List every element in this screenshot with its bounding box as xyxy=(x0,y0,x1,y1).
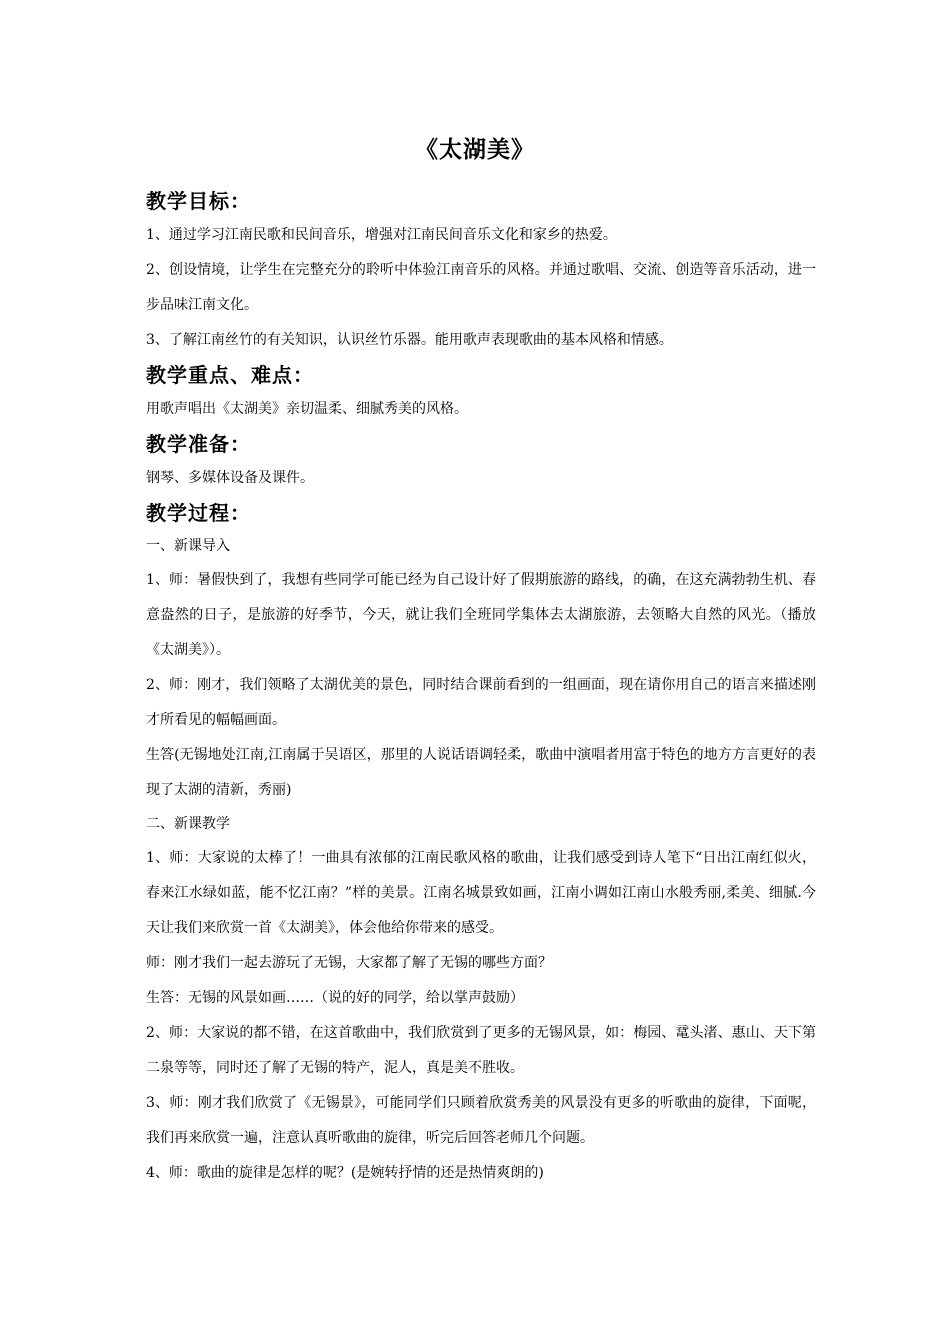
process-item: 3、师：刚才我们欣赏了《无锡景》，可能同学们只顾着欣赏秀美的风景没有更多的听歌曲的旋律，下面呢，我们再来欣赏一遍，注意认真听歌曲的旋律，听完后回答老师几个问题。 xyxy=(146,1095,816,1146)
goal-item: 2、创设情境，让学生在完整充分的聆听中体验江南音乐的风格。并通过歌唱、交流、创造等音乐活动，进一步品味江南文化。 xyxy=(146,262,816,313)
focus-text: 用歌声唱出《太湖美》亲切温柔、细腻秀美的风格。 xyxy=(146,401,468,417)
section-heading-goals: 教学目标： xyxy=(146,189,251,213)
document-body xyxy=(146,184,816,1191)
prep-text: 钢琴、多媒体设备及课件。 xyxy=(146,470,314,486)
section-heading-prep: 教学准备： xyxy=(146,432,251,456)
goal-item: 1、通过学习江南民歌和民间音乐，增强对江南民间音乐文化和家乡的热爱。 xyxy=(146,227,617,243)
process-item: 1、师：大家说的太棒了！一曲具有浓郁的江南民歌风格的歌曲，让我们感受到诗人笔下“日出江南红似火，春来江水绿如蓝，能不忆江南？”样的美景。江南名城景致如画，江南小调如江南山水般秀丽,柔美、细腻.今天让我们来欣赏一首《太湖美》，体会他给你带来的感受。 xyxy=(146,850,816,936)
process-subheading: 一、新课导入 xyxy=(146,538,230,554)
process-item: 2、师：大家说的都不错，在这首歌曲中，我们欣赏到了更多的无锡风景，如：梅园、鼋头渚、惠山、天下第二泉等等，同时还了解了无锡的特产，泥人，真是美不胜收。 xyxy=(146,1025,816,1076)
process-item: 师：刚才我们一起去游玩了无锡，大家都了解了无锡的哪些方面？ xyxy=(146,955,552,971)
section-heading-process: 教学过程： xyxy=(146,501,251,525)
process-item: 4、师：歌曲的旋律是怎样的呢？(是婉转抒情的还是热情爽朗的) xyxy=(146,1165,544,1181)
process-item: 1、师：暑假快到了，我想有些同学可能已经为自己设计好了假期旅游的路线，的确，在这充满勃勃生机、春意盎然的日子，是旅游的好季节，今天，就让我们全班同学集体去太湖旅游，去领略大自然的风光。（播放《太湖美》）。 xyxy=(146,572,816,658)
document-title: 《太湖美》 xyxy=(415,136,535,163)
process-item: 2、师：刚才，我们领略了太湖优美的景色，同时结合课前看到的一组画面，现在请你用自己的语言来描述刚才所看见的幅幅画面。 xyxy=(146,677,816,728)
section-heading-focus: 教学重点、难点： xyxy=(146,363,314,387)
student-answer: 生答：无锡的风景如画……（说的好的同学，给以掌声鼓励） xyxy=(146,990,524,1006)
process-subheading: 二、新课教学 xyxy=(146,816,230,832)
goal-item: 3、了解江南丝竹的有关知识，认识丝竹乐器。能用歌声表现歌曲的基本风格和情感。 xyxy=(146,332,673,348)
student-answer: 生答(无锡地处江南,江南属于吴语区，那里的人说话语调轻柔，歌曲中演唱者用富于特色的地方方言更好的表现了太湖的清新，秀丽) xyxy=(146,747,816,798)
